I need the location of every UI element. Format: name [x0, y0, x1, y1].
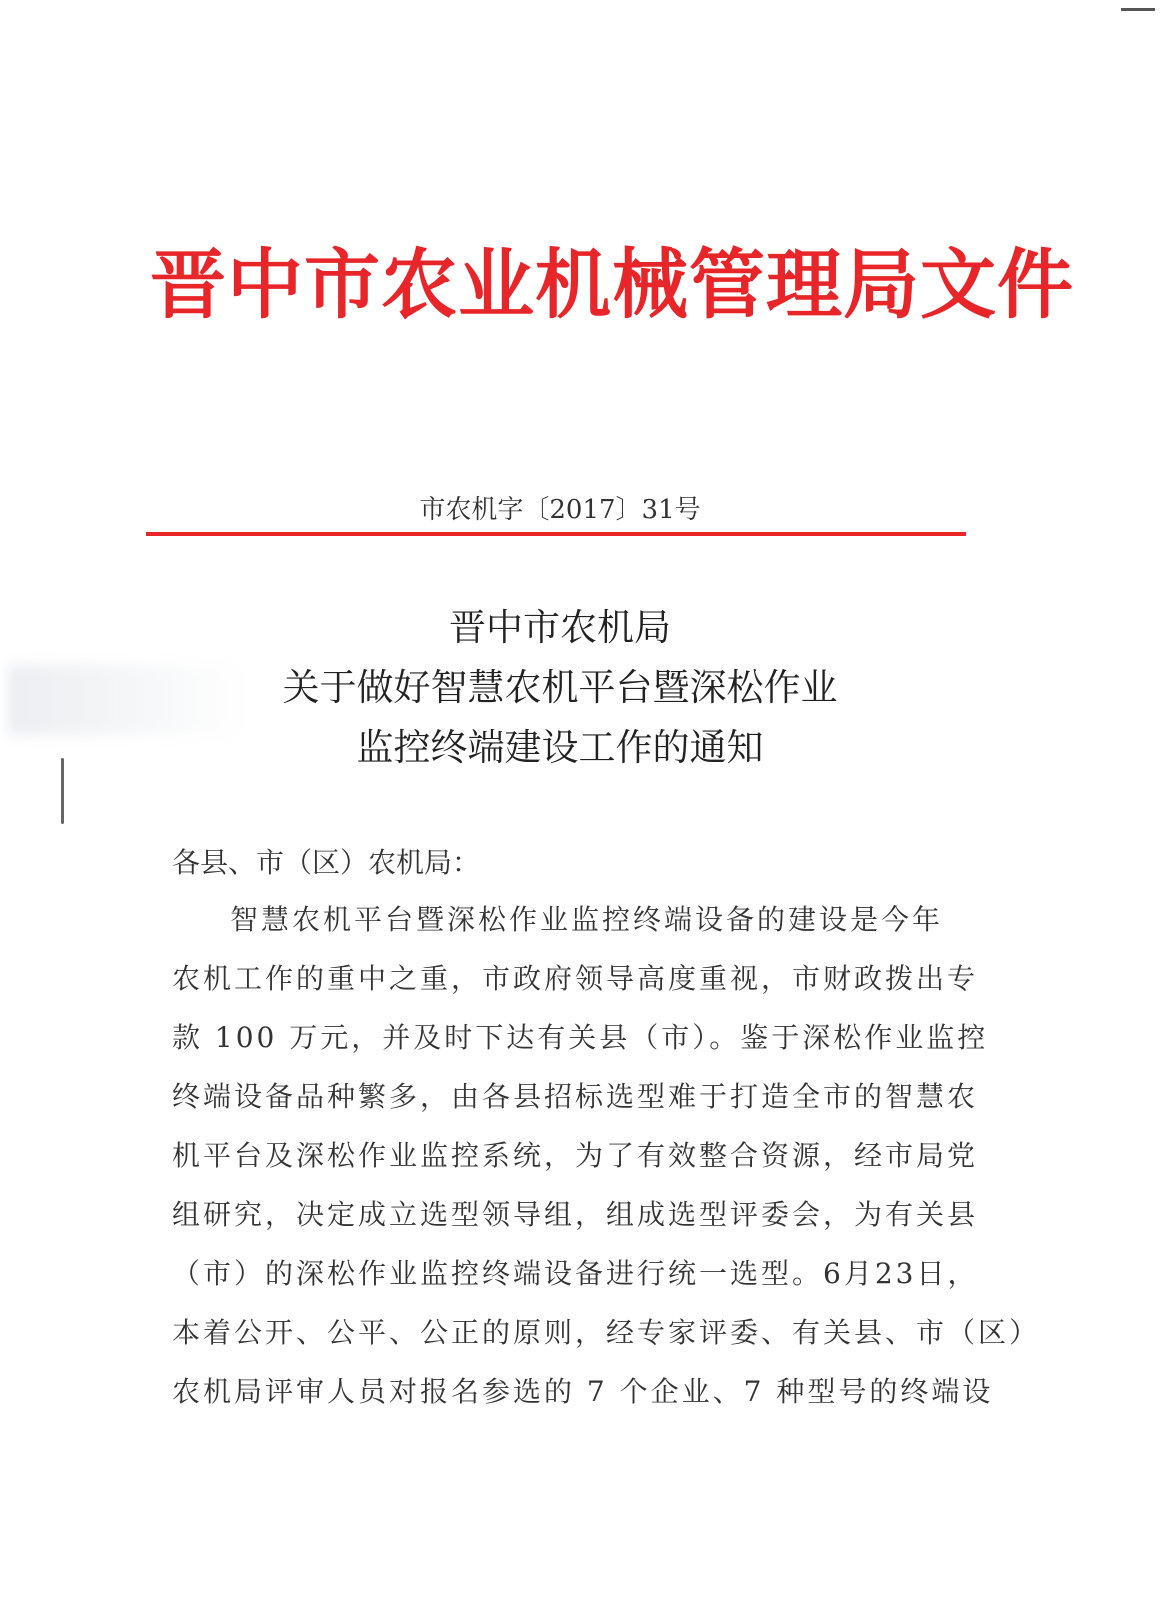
body-line: 终端设备品种繁多，由各县招标选型难于打造全市的智慧农	[172, 1080, 979, 1113]
body-line: 组研究，决定成立选型领导组，组成选型评委会，为有关县	[172, 1198, 979, 1231]
document-number: 市农机字〔2017〕31号	[419, 495, 701, 525]
title-line: 监控终端建设工作的通知	[356, 726, 764, 769]
body-line: 款 100 万元，并及时下达有关县（市）。鉴于深松作业监控	[172, 1021, 989, 1054]
body-line: 本着公开、公平、公正的原则，经专家评委、有关县、市（区）	[172, 1316, 1041, 1349]
body-text	[172, 895, 1041, 1426]
body-line: 机平台及深松作业监控系统，为了有效整合资源，经市局党	[172, 1139, 979, 1172]
scan-edge-mark	[1121, 8, 1155, 11]
body-line: 农机局评审人员对报名参选的 7 个企业、7 种型号的终端设	[172, 1375, 994, 1408]
body-line: 智慧农机平台暨深松作业监控终端设备的建设是今年	[230, 903, 944, 936]
document-title	[150, 598, 970, 778]
binding-staple-mark	[61, 758, 64, 824]
red-separator-line	[146, 532, 966, 536]
body-line: 农机工作的重中之重，市政府领导高度重视，市财政拨出专	[172, 962, 979, 995]
document-masthead: 晋中市农业机械管理局文件	[150, 240, 1074, 329]
salutation: 各县、市（区）农机局：	[172, 846, 481, 879]
title-line: 晋中市农机局	[449, 606, 671, 649]
title-line: 关于做好智慧农机平台暨深松作业	[282, 666, 838, 709]
body-line: （市）的深松作业监控终端设备进行统一选型。6月23日，	[172, 1257, 979, 1290]
